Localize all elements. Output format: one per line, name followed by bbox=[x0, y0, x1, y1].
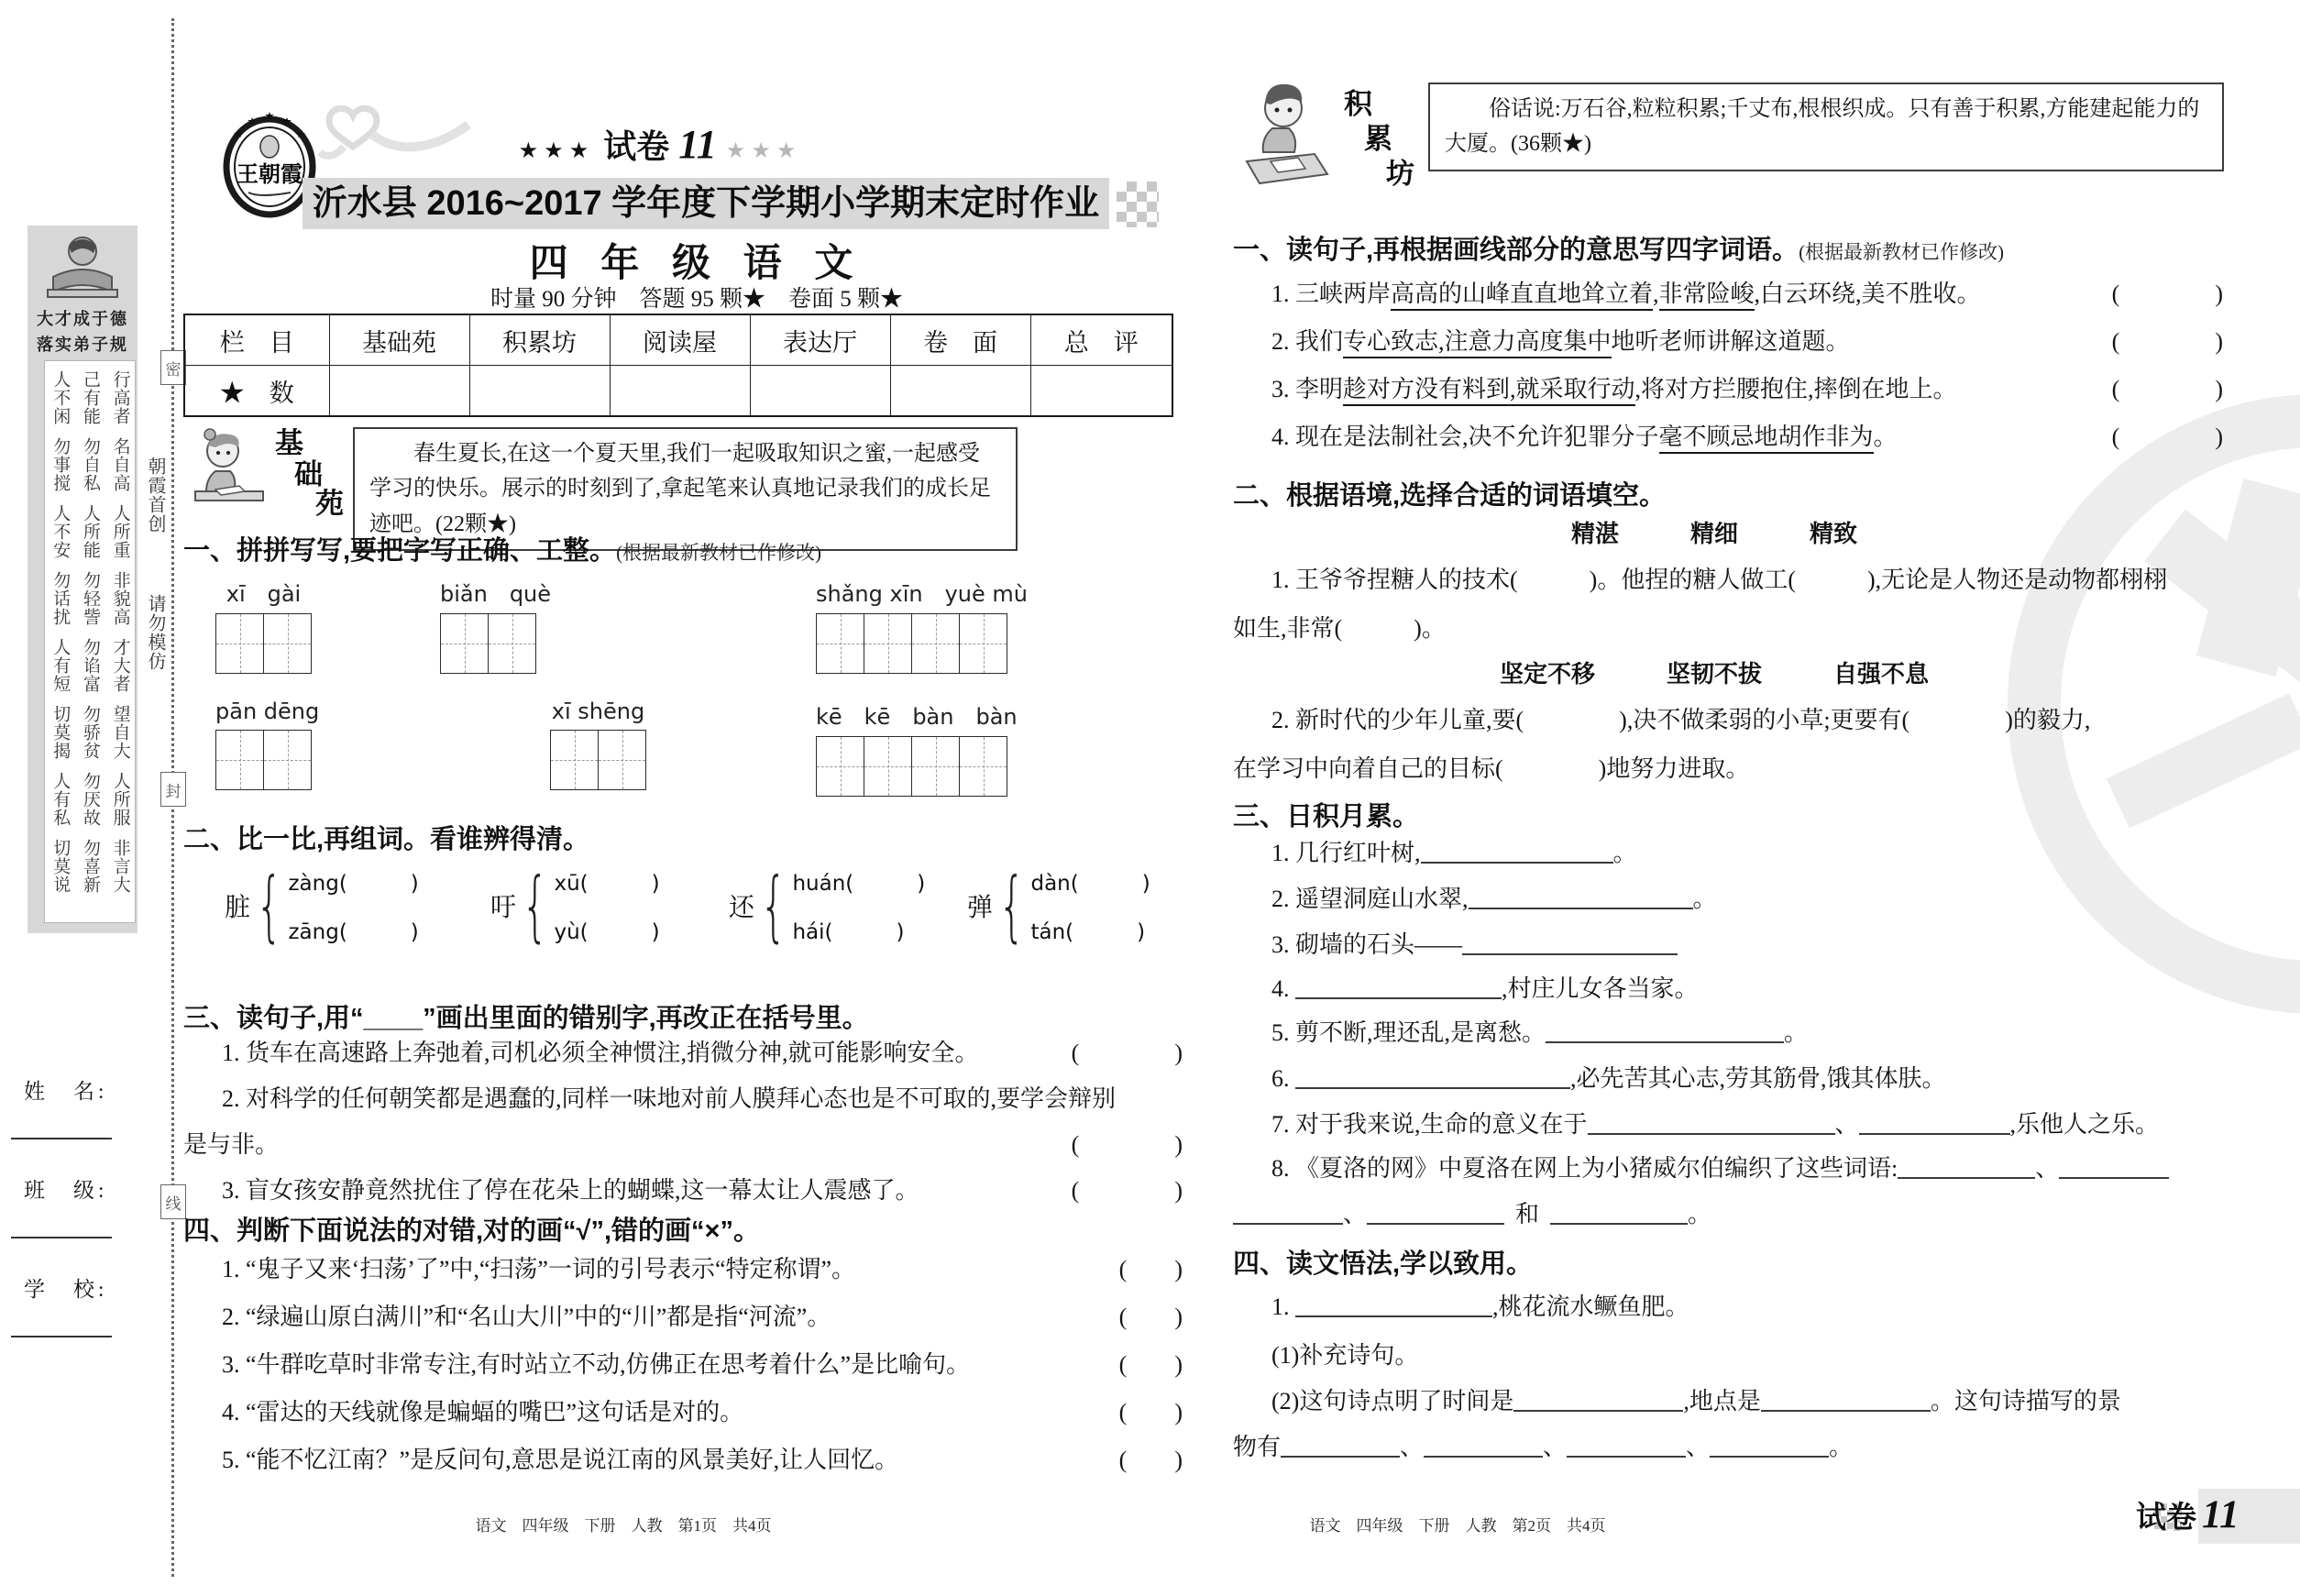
tianzige-cell bbox=[551, 731, 598, 789]
pinyin-label: xī shēng bbox=[551, 699, 645, 724]
exam-meta: 时量 90 分钟 答题 95 颗★ 卷面 5 颗★ bbox=[490, 287, 903, 312]
verse-column bbox=[81, 370, 99, 922]
jileifang-badge-char3: 坊 bbox=[1386, 158, 1414, 190]
item-text: 、 bbox=[1400, 1434, 1425, 1460]
tianzige-cell bbox=[911, 737, 959, 796]
left-page-footer: 语文 四年级 下册 人教 第1页 共4页 bbox=[475, 1517, 772, 1535]
pinyin-group bbox=[215, 699, 319, 790]
blank-line bbox=[1546, 1017, 1784, 1043]
question-text bbox=[1271, 370, 1957, 404]
heading-note: (根据最新教材已作修改) bbox=[616, 542, 822, 564]
tianzige-cell bbox=[263, 731, 311, 789]
verse: 望自大 bbox=[110, 705, 130, 760]
score-col-header: 基础苑 bbox=[329, 314, 469, 366]
blank-line bbox=[1898, 1152, 2035, 1179]
item-text: 。 bbox=[1784, 1019, 1809, 1046]
tianzige-cell bbox=[488, 614, 535, 673]
reading-child-icon bbox=[35, 231, 130, 303]
item-text: 。 bbox=[1688, 1201, 1712, 1227]
jichuyuan-intro-box: 春生夏长,在这一个夏天里,我们一起吸取知识之蜜,一起感受学习的快乐。展示的时刻到了,拿起笔来认真地记录我们的成长足迹吧。(22颗★) bbox=[353, 427, 1018, 551]
verse: 切莫说 bbox=[50, 839, 71, 894]
verse-column bbox=[50, 370, 69, 922]
score-cell-empty bbox=[610, 366, 750, 417]
writing-grid bbox=[440, 613, 536, 674]
question-text: 5. “能不忆江南？”是反问句,意思是说江南的风景美好,让人回忆。 bbox=[222, 1447, 899, 1473]
compare-group bbox=[729, 861, 926, 951]
verse: 非言大 bbox=[110, 839, 130, 894]
compare-top: xū( ) bbox=[554, 872, 660, 896]
seg: 1. 三峡两岸 bbox=[1271, 281, 1392, 307]
verse: 勿喜新 bbox=[80, 839, 100, 894]
corner-paper-number bbox=[2136, 1492, 2239, 1537]
sidebar-verses bbox=[44, 360, 136, 923]
verse: 行高者 bbox=[110, 370, 130, 425]
question-text bbox=[1271, 418, 1898, 452]
item-text: ,必先苦其心志,劳其筋骨,饿其体肤。 bbox=[1570, 1065, 1946, 1092]
sidebar-motto-line1: 大才成于德 bbox=[37, 310, 128, 328]
jichuyuan-badge-char1: 基 bbox=[275, 427, 303, 459]
pinyin-group bbox=[215, 576, 312, 674]
verse: 勿骄贫 bbox=[80, 705, 100, 760]
fill-item bbox=[1271, 1060, 1946, 1094]
blank-line bbox=[1295, 1062, 1570, 1089]
pinyin-group bbox=[816, 699, 1018, 797]
blank-line bbox=[1513, 1385, 1683, 1412]
fill-item bbox=[1271, 834, 1637, 868]
verse: 人有短 bbox=[50, 638, 71, 693]
blank-line bbox=[1295, 973, 1502, 999]
word-bank: 精湛 精细 精致 bbox=[1570, 520, 1857, 547]
writing-grid bbox=[816, 613, 1007, 674]
item-text: 、 bbox=[1343, 1201, 1368, 1227]
class-field-label: 班 级: bbox=[24, 1179, 108, 1202]
blank-line bbox=[1233, 1198, 1343, 1225]
underlined-seg: 专心致志,注意力高度集中 bbox=[1343, 328, 1612, 358]
question-text: 3. 盲女孩安静竟然扰住了停在花朵上的蝴蝶,这一幕太让人震感了。 bbox=[222, 1177, 919, 1204]
item-text: 7. 对于我来说,生命的意义在于 bbox=[1271, 1111, 1588, 1138]
compare-options bbox=[792, 866, 925, 945]
item-text: ,村庄儿女各当家。 bbox=[1502, 975, 1699, 1002]
right-page-footer: 语文 四年级 下册 人教 第2页 共4页 bbox=[1309, 1517, 1606, 1535]
item-text: 。 bbox=[1612, 840, 1637, 866]
compare-top: zàng( ) bbox=[288, 872, 419, 896]
blank-line bbox=[1859, 1108, 2010, 1135]
fill-item bbox=[1271, 970, 1699, 1004]
item-text: 1. bbox=[1271, 1293, 1295, 1320]
tianzige-cell bbox=[864, 614, 911, 673]
paper-number: 11 bbox=[678, 122, 717, 167]
blank-line bbox=[1550, 1198, 1688, 1225]
underlined-seg: 趁对方没有料到,就采取行动 bbox=[1343, 376, 1635, 406]
score-row-label: ★ 数 bbox=[184, 366, 329, 417]
compare-char: 还 bbox=[729, 894, 755, 922]
question-row bbox=[1233, 370, 2223, 404]
pinyin-label: pān dēng bbox=[215, 699, 320, 724]
answer-paren: ( ) bbox=[1071, 1131, 1183, 1158]
compare-char: 弹 bbox=[967, 894, 994, 922]
item-text: 、 bbox=[1686, 1434, 1711, 1460]
brace-glyph: { bbox=[760, 861, 787, 951]
ribbon-heart-icon bbox=[316, 97, 472, 161]
compare-char: 脏 bbox=[225, 894, 251, 922]
item-text: 5. 剪不断,理还乱,是离愁。 bbox=[1271, 1019, 1546, 1046]
compare-bottom: yù( ) bbox=[554, 920, 660, 944]
left-section3-heading: 三、读句子,用“____”画出里面的错别字,再改正在括号里。 bbox=[183, 1004, 869, 1033]
item-text: 4. bbox=[1271, 975, 1295, 1002]
score-cell-empty bbox=[1030, 366, 1172, 417]
seg: ,白云环绕,美不胜收。 bbox=[1754, 281, 1981, 307]
pinyin-group bbox=[550, 699, 646, 790]
blank-line bbox=[1710, 1431, 1829, 1458]
compare-char: 吁 bbox=[490, 894, 517, 922]
score-col-header: 表达厅 bbox=[750, 314, 890, 366]
score-col-header: 积累坊 bbox=[469, 314, 610, 366]
question-row bbox=[183, 1441, 1183, 1475]
sidebar-motto-line2: 落实弟子规 bbox=[37, 336, 128, 354]
seal-note-line2: 请勿模仿 bbox=[145, 594, 165, 671]
fill-item bbox=[1271, 1106, 2159, 1139]
blank-line bbox=[2059, 1152, 2169, 1179]
verse: 勿厌故 bbox=[80, 772, 100, 827]
tianzige-cell bbox=[959, 614, 1007, 673]
score-cell-empty bbox=[329, 366, 469, 417]
blank-line bbox=[1469, 883, 1693, 909]
pinyin-label: xī gài bbox=[226, 581, 302, 607]
brace-glyph: { bbox=[998, 861, 1026, 951]
item-text: 2. 遥望洞庭山水翠, bbox=[1271, 886, 1469, 912]
question-text: 1. 货车在高速路上奔弛着,司机必须全神惯注,捎微分神,就可能影响安全。 bbox=[222, 1040, 979, 1066]
underlined-seg: 非常险峻 bbox=[1659, 281, 1755, 311]
pinyin-label: kē kē bàn bàn bbox=[816, 704, 1018, 730]
tianzige-cell bbox=[864, 737, 911, 796]
item-text: 、 bbox=[1834, 1111, 1859, 1138]
blank-line bbox=[1367, 1198, 1504, 1225]
compare-group bbox=[490, 861, 660, 951]
verse: 人所重 bbox=[110, 504, 130, 559]
question-row bbox=[1233, 275, 2223, 309]
jichuyuan-badge-char2: 础 bbox=[294, 458, 323, 490]
answer-paren: ( ) bbox=[1071, 1177, 1183, 1204]
answer-paren: ( ) bbox=[2111, 281, 2223, 307]
blank-line bbox=[1281, 1431, 1400, 1458]
item-text: 3. 砌墙的石头—— bbox=[1271, 931, 1463, 958]
stars-left: ★★★ bbox=[518, 139, 595, 163]
compare-bottom: hái( ) bbox=[792, 920, 905, 944]
score-cell-empty bbox=[890, 366, 1030, 417]
fill-item bbox=[1233, 1195, 1711, 1229]
compare-top: huán( ) bbox=[792, 872, 926, 896]
heading-note: (根据最新教材已作修改) bbox=[1799, 241, 2005, 263]
corner-paper-no: 11 bbox=[2202, 1493, 2239, 1536]
seg: 。 bbox=[1873, 424, 1898, 450]
name-field-label: 姓 名: bbox=[24, 1080, 108, 1103]
logo-brand-text: 王朝霞 bbox=[237, 163, 303, 187]
fill-item bbox=[1271, 926, 1678, 960]
answer-paren: ( ) bbox=[2111, 328, 2223, 355]
answer-paren: ( ) bbox=[2111, 376, 2223, 402]
question-text bbox=[1271, 275, 1981, 309]
fill-item bbox=[1233, 1428, 1853, 1462]
item-text: ,地点是 bbox=[1683, 1388, 1761, 1414]
question-text: 在学习中向着自己的目标( )地努力进取。 bbox=[1233, 755, 1750, 782]
question-row bbox=[183, 1172, 1183, 1205]
compare-options bbox=[1030, 866, 1150, 945]
tianzige-cell bbox=[441, 614, 488, 673]
fill-item bbox=[1271, 1014, 1808, 1048]
compare-group bbox=[225, 861, 419, 951]
brace-glyph: { bbox=[256, 861, 283, 951]
school-field-line bbox=[11, 1336, 112, 1337]
score-table-value-row bbox=[184, 366, 1172, 417]
item-text: ,乐他人之乐。 bbox=[2009, 1111, 2160, 1138]
verse: 勿轻訾 bbox=[80, 571, 100, 626]
compare-top: dàn( ) bbox=[1030, 872, 1150, 896]
left-section1-heading bbox=[183, 530, 821, 567]
pinyin-label: biǎn què bbox=[440, 581, 552, 607]
question-text: 1. 王爷爷捏糖人的技术( )。他捏的糖人做工( ),无论是人物还是动物都栩栩 bbox=[1271, 567, 2168, 593]
item-text: (2)这句诗点明了时间是 bbox=[1271, 1388, 1514, 1414]
page-title: 四 年 级 语 文 bbox=[529, 241, 864, 284]
answer-paren: ( ) bbox=[1118, 1304, 1183, 1330]
verse: 人有私 bbox=[50, 772, 71, 827]
question-row bbox=[183, 1346, 1183, 1380]
question-text: 如生,非常( )。 bbox=[1233, 615, 1446, 642]
question-text: 2. 对科学的任何朝笑都是遇蠢的,同样一味地对前人膜拜心态也是不可取的,要学会辩别 bbox=[222, 1085, 1117, 1112]
corner-paper-label: 试卷 bbox=[2136, 1502, 2196, 1535]
right-section3-heading: 三、日积月累。 bbox=[1233, 802, 1420, 831]
score-table bbox=[183, 314, 1173, 417]
fill-item bbox=[1271, 1150, 2169, 1183]
seal-stamp: 封 bbox=[160, 772, 186, 807]
verse-column bbox=[111, 370, 129, 922]
stars-right: ★★★ bbox=[725, 139, 802, 163]
answer-paren: ( ) bbox=[1118, 1256, 1183, 1282]
tianzige-cell bbox=[216, 614, 263, 673]
sub-question: (1)补充诗句。 bbox=[1271, 1342, 1419, 1369]
jileifang-badge-char1: 积 bbox=[1344, 88, 1372, 120]
right-section1-heading bbox=[1233, 229, 2004, 267]
fill-item bbox=[1271, 880, 1717, 914]
girl-writing-icon bbox=[188, 424, 270, 512]
blank-line bbox=[1761, 1385, 1931, 1412]
paper-label: 试卷 bbox=[603, 128, 670, 165]
class-field-line bbox=[11, 1237, 112, 1238]
seal-note-line1: 朝霞首创 bbox=[145, 457, 165, 534]
compare-group bbox=[967, 861, 1150, 951]
right-section2-heading: 二、根据语境,选择合适的词语填空。 bbox=[1233, 481, 1667, 511]
verse: 人所服 bbox=[110, 772, 130, 827]
verse: 人不安 bbox=[50, 504, 71, 559]
question-text: 1. “鬼子又来‘扫荡’了”中,“扫荡”一词的引号表示“特定称谓”。 bbox=[222, 1256, 856, 1282]
jileifang-badge-char2: 累 bbox=[1364, 123, 1392, 155]
item-text: 。 bbox=[1692, 886, 1717, 912]
verse: 勿话扰 bbox=[50, 571, 71, 626]
question-row bbox=[183, 1034, 1183, 1068]
score-table-header-row bbox=[184, 314, 1172, 366]
left-section2-heading: 二、比一比,再组词。看谁辨得清。 bbox=[183, 825, 590, 854]
score-col-header: 阅读屋 bbox=[610, 314, 750, 366]
verse: 勿谄富 bbox=[80, 638, 100, 693]
item-text: 8. 《夏洛的网》中夏洛在网上为小猪威尔伯编织了这些词语: bbox=[1271, 1155, 1898, 1182]
question-row bbox=[183, 1393, 1183, 1427]
seg: ,将对方拦腰抱住,摔倒在地上。 bbox=[1634, 376, 1957, 402]
item-text: 、 bbox=[1543, 1434, 1568, 1460]
question-row bbox=[183, 1250, 1183, 1284]
verse: 才大者 bbox=[110, 638, 130, 693]
question-row bbox=[1233, 323, 2223, 357]
item-text: 、 bbox=[2035, 1155, 2060, 1182]
verse: 勿事搅 bbox=[50, 437, 71, 492]
name-field-line bbox=[11, 1138, 112, 1139]
answer-paren: ( ) bbox=[1118, 1351, 1183, 1378]
tianzige-cell bbox=[598, 731, 645, 789]
writing-grid bbox=[550, 730, 646, 790]
answer-paren: ( ) bbox=[2111, 424, 2223, 450]
answer-paren: ( ) bbox=[1118, 1399, 1183, 1425]
pinyin-label: shǎng xīn yuè mù bbox=[816, 581, 1028, 607]
school-field-label: 学 校: bbox=[24, 1278, 108, 1301]
item-text: 物有 bbox=[1233, 1434, 1282, 1460]
answer-paren: ( ) bbox=[1118, 1447, 1183, 1473]
verse: 非貌高 bbox=[110, 571, 130, 626]
question-text: 是与非。 bbox=[183, 1131, 280, 1158]
verse: 切莫揭 bbox=[50, 705, 71, 760]
heading-text: 一、读句子,再根据画线部分的意思写四字词语。 bbox=[1233, 236, 1799, 265]
fill-item bbox=[1271, 1382, 2121, 1416]
verse: 名自高 bbox=[110, 437, 130, 492]
tianzige-cell bbox=[263, 614, 311, 673]
question-text: 4. “雷达的天线就像是蝙蝠的嘴巴”这句话是对的。 bbox=[222, 1399, 744, 1425]
score-col-header: 栏 目 bbox=[184, 314, 329, 366]
jileifang-intro-box: 俗话说:万石谷,粒粒积累;千丈布,根根织成。只有善于积累,方能建起能力的大厦。(36颗★) bbox=[1428, 83, 2224, 171]
verse: 己有能 bbox=[80, 370, 100, 425]
fill-item bbox=[1271, 1288, 1689, 1322]
brace-glyph: { bbox=[522, 861, 549, 951]
seal-stamp: 密 bbox=[160, 350, 186, 385]
score-cell-empty bbox=[469, 366, 610, 417]
question-text bbox=[1271, 323, 1850, 357]
item-text: 。这句诗描写的景 bbox=[1930, 1388, 2121, 1414]
tianzige-cell bbox=[911, 614, 959, 673]
question-text: 2. “绿遍山原白满川”和“名山大川”中的“川”都是指“河流”。 bbox=[222, 1304, 831, 1330]
tianzige-cell bbox=[817, 737, 864, 796]
question-text: 3. “牛群吃草时非常专注,有时站立不动,仿佛正在思考着什么”是比喻句。 bbox=[222, 1351, 971, 1378]
blank-line bbox=[1462, 929, 1678, 955]
underlined-seg: 高高的山峰直直地耸立着 bbox=[1391, 281, 1653, 311]
question-row bbox=[183, 1126, 1183, 1160]
right-section4-heading: 四、读文悟法,学以致用。 bbox=[1233, 1249, 1534, 1279]
question-row bbox=[1233, 418, 2223, 452]
underlined-seg: 毫不顾忌地胡作非为 bbox=[1659, 424, 1874, 454]
question-row bbox=[183, 1298, 1183, 1332]
blank-line bbox=[1424, 1431, 1543, 1458]
compare-options bbox=[288, 866, 418, 945]
writing-grid bbox=[215, 730, 312, 790]
compare-bottom: tán( ) bbox=[1030, 920, 1146, 944]
writing-grid bbox=[215, 613, 312, 674]
score-cell-empty bbox=[750, 366, 890, 417]
pinyin-group bbox=[816, 576, 1028, 674]
item-text: 6. bbox=[1271, 1065, 1295, 1092]
blank-line bbox=[1567, 1431, 1686, 1458]
blank-line bbox=[1588, 1108, 1835, 1135]
seal-stamp: 线 bbox=[160, 1184, 186, 1219]
banner-checker-decor bbox=[1117, 182, 1159, 227]
score-col-header: 总 评 bbox=[1030, 314, 1172, 366]
blank-line bbox=[1421, 837, 1613, 864]
compare-bottom: zāng( ) bbox=[288, 920, 419, 944]
verse: 人不闲 bbox=[50, 370, 71, 425]
seg: 2. 我们 bbox=[1271, 328, 1344, 355]
pinyin-group bbox=[440, 576, 551, 674]
tianzige-cell bbox=[959, 737, 1007, 796]
jichuyuan-badge-char3: 苑 bbox=[315, 488, 344, 520]
paper-number-line bbox=[458, 121, 862, 168]
seg: 4. 现在是法制社会,决不允许犯罪分子 bbox=[1271, 424, 1659, 450]
item-text: 。 bbox=[1829, 1434, 1854, 1460]
exam-banner: 沂水县 2016~2017 学年度下学期小学期末定时作业 bbox=[303, 178, 1109, 229]
score-col-header: 卷 面 bbox=[890, 314, 1030, 366]
question-text: 2. 新时代的少年儿童,要( ),决不做柔弱的小草;更要有( )的毅力, bbox=[1271, 707, 2091, 733]
tianzige-cell bbox=[817, 614, 864, 673]
item-text: ,桃花流水鳜鱼肥。 bbox=[1492, 1293, 1689, 1320]
seg: , bbox=[1653, 281, 1659, 307]
item-text: 1. 几行红叶树, bbox=[1271, 840, 1421, 866]
seg: 3. 李明 bbox=[1271, 376, 1344, 402]
blank-line bbox=[1295, 1291, 1492, 1317]
verse: 勿自私 bbox=[80, 437, 100, 492]
word-bank: 坚定不移 坚韧不拔 自强不息 bbox=[1499, 660, 1929, 688]
left-section4-heading: 四、判断下面说法的对错,对的画“√”,错的画“×”。 bbox=[183, 1216, 760, 1246]
heading-text: 一、拼拼写写,要把字写正确、工整。 bbox=[183, 536, 617, 566]
compare-options bbox=[554, 866, 659, 945]
verse: 人所能 bbox=[80, 504, 100, 559]
boy-writing-icon bbox=[1239, 73, 1331, 211]
item-text: 和 bbox=[1515, 1201, 1540, 1227]
seg: 地听老师讲解这道题。 bbox=[1611, 328, 1850, 355]
writing-grid bbox=[816, 736, 1007, 797]
answer-paren: ( ) bbox=[1071, 1040, 1183, 1066]
tianzige-cell bbox=[216, 731, 263, 789]
